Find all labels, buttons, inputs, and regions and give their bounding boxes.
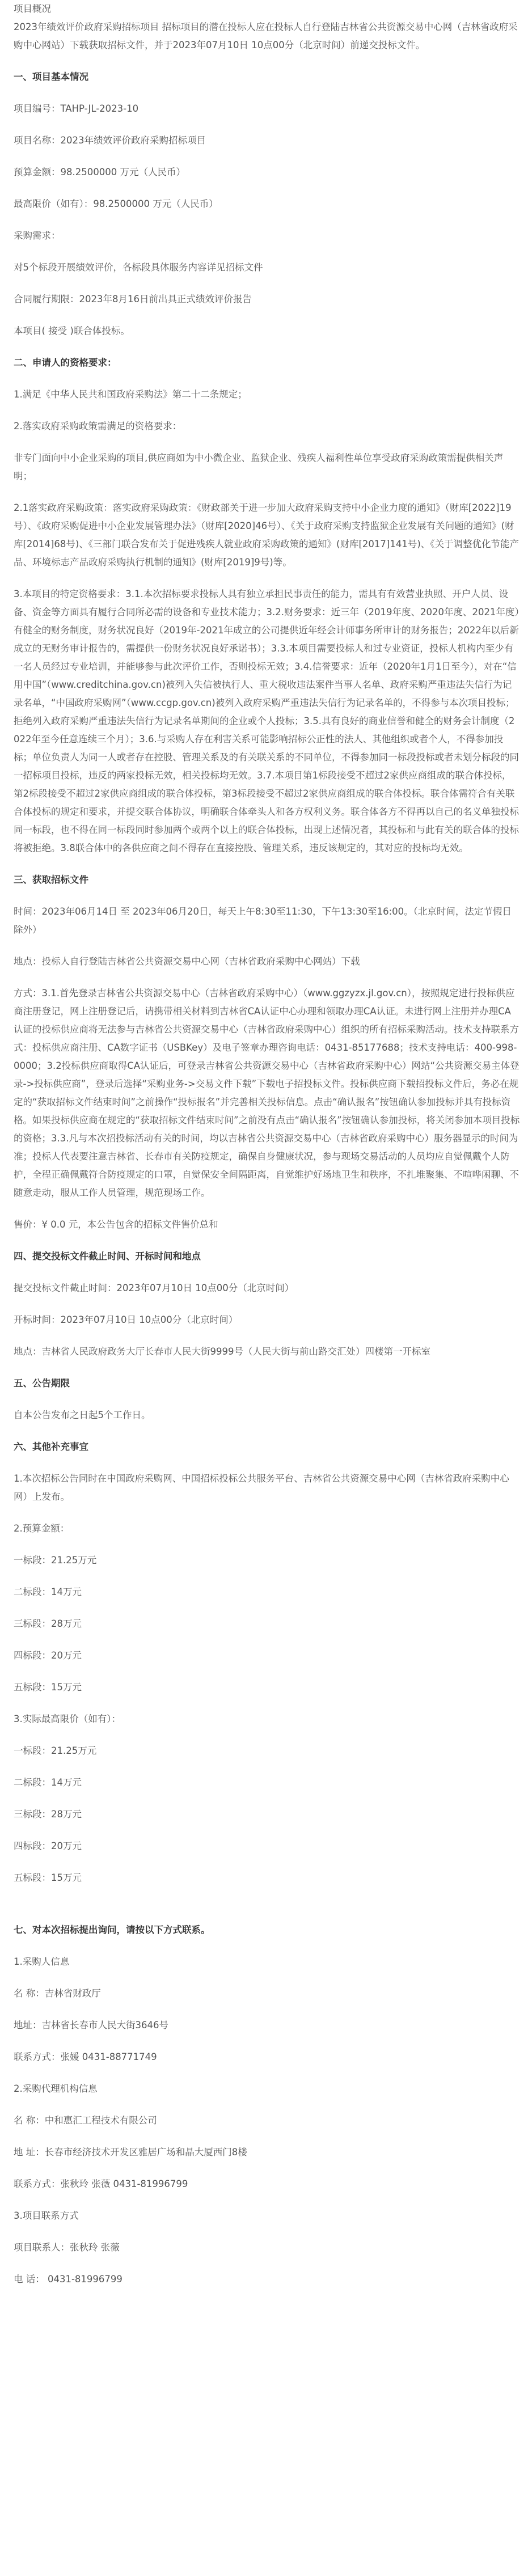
max-price: 最高限价（如有）：98.2500000 万元（人民币） [14,198,218,209]
qualification-2-detail: 非专门面向中小企业采购的项目,供应商如为中小微企业、监狱企业、残疾人福利性单位享受政府采购政策需提供相关声明； [14,452,504,481]
supplement-1: 1.本次招标公告同时在中国政府采购网、中国招标投标公共服务平台、吉林省公共资源交易中心网（吉林省政府采购中心网）上发布。 [14,1473,509,1502]
section6-heading: 六、其他补充事宜 [14,1441,88,1452]
buyer-contact: 联系方式：张媛 0431-88771749 [14,2052,157,2062]
requirement-text: 对5个标段开展绩效评价，各标段具体服务内容详见招标文件 [14,262,263,273]
project-number: 项目编号：TAHP-JL-2023-10 [14,103,139,114]
notice-period: 自本公告发布之日起5个工作日。 [14,1410,151,1420]
limit-lot: 一标段：21.25万元 [14,1745,97,1756]
project-name: 项目名称：2023年绩效评价政府采购招标项目 [14,135,206,146]
requirement-label: 采购需求： [14,230,61,241]
agency-label: 2.采购代理机构信息 [14,2083,98,2094]
qualification-3: 3.本项目的特定资格要求：3.1.本次招标要求投标人具有独立承担民事责任的能力，需具有有效营业执照、开户人员、设备、资金等方面具有履行合同所必需的设备和专业技术能力；3.2.财务要求：近三年（2019年度、2020年度、2021年度）有健全的财务制度，财务状况良好（2019年-2021年成立的公司提供近年经会计师事务所审计的财务报告；2022年以后新成立的无财务审计报告的，需提供一份财务状况良好承诺书）；3.3.本项目需要投标人和过专业资证，投标人机构内至少有一名人员经过专业培训，并能够参与此次评价工作，否则投标无效；3.4.信誉要求：近年（2020年1月1日至今），对在“信用中国”（www.creditchina.gov.cn)被列入失信被执行人、重大税收违法案件当事人名单、政府采购严重违法失信行为记录名单，“中国政府采购网”（www.ccgp.gov.cn)被列入政府采购严重违法失信行为记录名单的，不得参与本次项目投标；拒绝列入政府采购严重违法失信行为记录名单期间的企业或个人投标；3.5.具有良好的商业信誉和健全的财务会计制度（2022年至今任意连续三个月）；3.6.与采购人存在利害关系可能影响招标公正性的法人、其他组织或者个人，不得参加投标；单位负责人为同一人或者存在控股、管理关系及的有关联关系的不同单位，不得参加同一标段投标或者未划分标段的同一招标项目投标，违反的两家投标无效，相关投标均无效。3.7.本项目第1标段接受不超过2家供应商组成的联合体投标，第2标段接受不超过2家供应商组成的联合体投标，第3标段接受不超过2家供应商组成的联合体投标。联合体需符合有关联合体投标的规定和要求，并提交联合体协议，明确联合体牵头人和各方权利义务。联合体各方不得再以自己的名义单独投标同一标段，也不得在同一标段同时参加两个或两个以上的联合体投标，出现上述情况者，其投标和与此有关的联合体的投标将被拒绝。3.8联合体中的各供应商之间不得存在直接控股、管理关系，违反该规定的，其对应的投标均无效。 [14,589,519,853]
limit-label: 3.实际最高限价（如有）： [14,1714,121,1724]
section7-heading: 七、对本次招标提出询问，请按以下方式联系。 [14,1924,210,1935]
section5-heading: 五、公告期限 [14,1378,70,1389]
buyer-label: 1.采购人信息 [14,1956,70,1967]
acquire-method: 方式：3.1.首先登录吉林省公共资源交易中心（吉林省政府采购中心）（www.ggzyzx.jl.gov.cn），按照规定进行投标供应商注册登记，网上注册登记后，请携带相关材料到吉林省CA认证中心办理和领取办理CA认证。未进行网上注册并办理CA认证的投标供应商将无法参与吉林省公共资源交易中心（吉林省政府采购中心）组织的所有招标采购活动。技术支持联系方式：投标供应商注册、CA数字证书（USBKey）及电子签章办理咨询电话：0431-85177688；技术支持电话：400-998-0000；3.2投标供应商取得CA认证后，可登录吉林省公共资源交易中心（吉林省政府采购中心）网站“公共资源交易主体登录->投标供应商”，登录后选择“采购业务->交易文件下载”下载电子招投标文件。投标供应商下载招投标文件后，务必在规定的“获取招标文件结束时间”之前操作“投标报名”并完善相关投标信息。点击“确认报名”按钮确认参加投标并具有投标资格。如果投标供应商在规定的“获取招标文件结束时间”之前没有点击“确认报名”按钮确认参加投标，将关闭参加本项目投标的资格；3.3.凡与本次招投标活动有关的时间，均以吉林省公共资源交易中心（吉林省政府采购中心）服务器显示的时间为准；投标人代表要注意吉林省、长春市有关防疫规定，确保自身健康状况，参与现场交易活动的人员均应自觉佩戴个人防护，全程正确佩戴符合防疫规定的口罩，自觉保安全间隔距离，自觉维护好场地卫生和秩序，不扎堆聚集、不喧哗闲聊、不随意走动，服从工作人员管理，规范现场工作。 [14,988,520,1198]
buyer-address: 地址：吉林省长春市人民大街3646号 [14,2020,168,2031]
limit-lot: 二标段：14万元 [14,1777,82,1788]
contract-term: 合同履行期限：2023年8月16日前出具正式绩效评价报告 [14,294,252,304]
budget-lot: 三标段：28万元 [14,1618,82,1629]
acquire-time: 时间：2023年06月14日 至 2023年06月20日，每天上午8:30至11:30，下午13:30至16:00。（北京时间，法定节假日除外） [14,906,512,935]
budget-amount: 预算金额：98.2500000 万元（人民币） [14,167,185,177]
qualification-2-1: 2.1落实政府采购政策：落实政府采购政策：《财政部关于进一步加大政府采购支持中小企业力度的通知》（财库[2022]19号）、《政府采购促进中小企业发展管理办法》（财库[2020]46号）、《关于政府采购支持监狱企业发展有关问题的通知》(财库[2014]68号)、《三部门联合发布关于促进残疾人就业政府采购政策的通知》(财库[2017]141号)、《关于调整优化节能产品、环境标志产品政府采购执行机制的通知》(财库[2019]9号)等。 [14,502,519,568]
intro-text: 2023年绩效评价政府采购招标项目 招标项目的潜在投标人应在投标人自行登陆吉林省公共资源交易中心网（吉林省政府采购中心网站）下载获取招标文件，并于2023年07月10日 10点00分（北京时间）前递交投标文件。 [14,22,518,50]
project-contact-person: 项目联系人：张秋玲 张薇 [14,2242,120,2253]
budget-lot: 一标段：21.25万元 [14,1555,97,1566]
submission-deadline: 提交投标文件截止时间：2023年07月10日 10点00分（北京时间） [14,1283,294,1293]
section2-heading: 二、申请人的资格要求： [14,357,117,368]
agency-contact: 联系方式：张秋玲 张薇 0431-81996799 [14,2179,188,2189]
qualification-1: 1.满足《中华人民共和国政府采购法》第二十二条规定； [14,389,247,400]
budget-lot: 五标段：15万元 [14,1682,82,1693]
intro-heading: 项目概况 [14,3,51,14]
buyer-name: 名 称：吉林省财政厅 [14,1988,101,1999]
document-price: 售价：¥ 0.0 元，本公告包含的招标文件售价总和 [14,1219,218,1230]
project-contact-label: 3.项目联系方式 [14,2210,79,2221]
agency-address: 地 址：长春市经济技术开发区雅居广场和晶大厦西门8楼 [14,2147,247,2158]
section3-heading: 三、获取招标文件 [14,874,88,885]
section1-heading: 一、项目基本情况 [14,71,88,82]
limit-lot: 三标段：28万元 [14,1809,82,1820]
budget-label: 2.预算金额： [14,1523,70,1534]
section4-heading: 四、提交投标文件截止时间、开标时间和地点 [14,1251,201,1262]
budget-lot: 二标段：14万元 [14,1587,82,1597]
limit-lot: 五标段：15万元 [14,1872,82,1883]
agency-name: 名 称：中和惠汇工程技术有限公司 [14,2115,157,2126]
qualification-2: 2.落实政府采购政策需满足的资格要求： [14,421,182,432]
opening-time: 开标时间：2023年07月10日 10点00分（北京时间） [14,1314,238,1325]
budget-lot: 四标段：20万元 [14,1650,82,1661]
project-contact-phone: 电 话： 0431-81996799 [14,2274,123,2285]
acquire-place: 地点：投标人自行登陆吉林省公共资源交易中心网（吉林省政府采购中心网站）下载 [14,956,360,967]
opening-place: 地点：吉林省人民政府政务大厅长春市人民大街9999号（人民大街与前山路交汇处）四楼第一开标室 [14,1346,430,1357]
limit-lot: 四标段：20万元 [14,1841,82,1851]
section-spacer [14,1901,520,1921]
consortium-note: 本项目( 接受 )联合体投标。 [14,325,130,336]
